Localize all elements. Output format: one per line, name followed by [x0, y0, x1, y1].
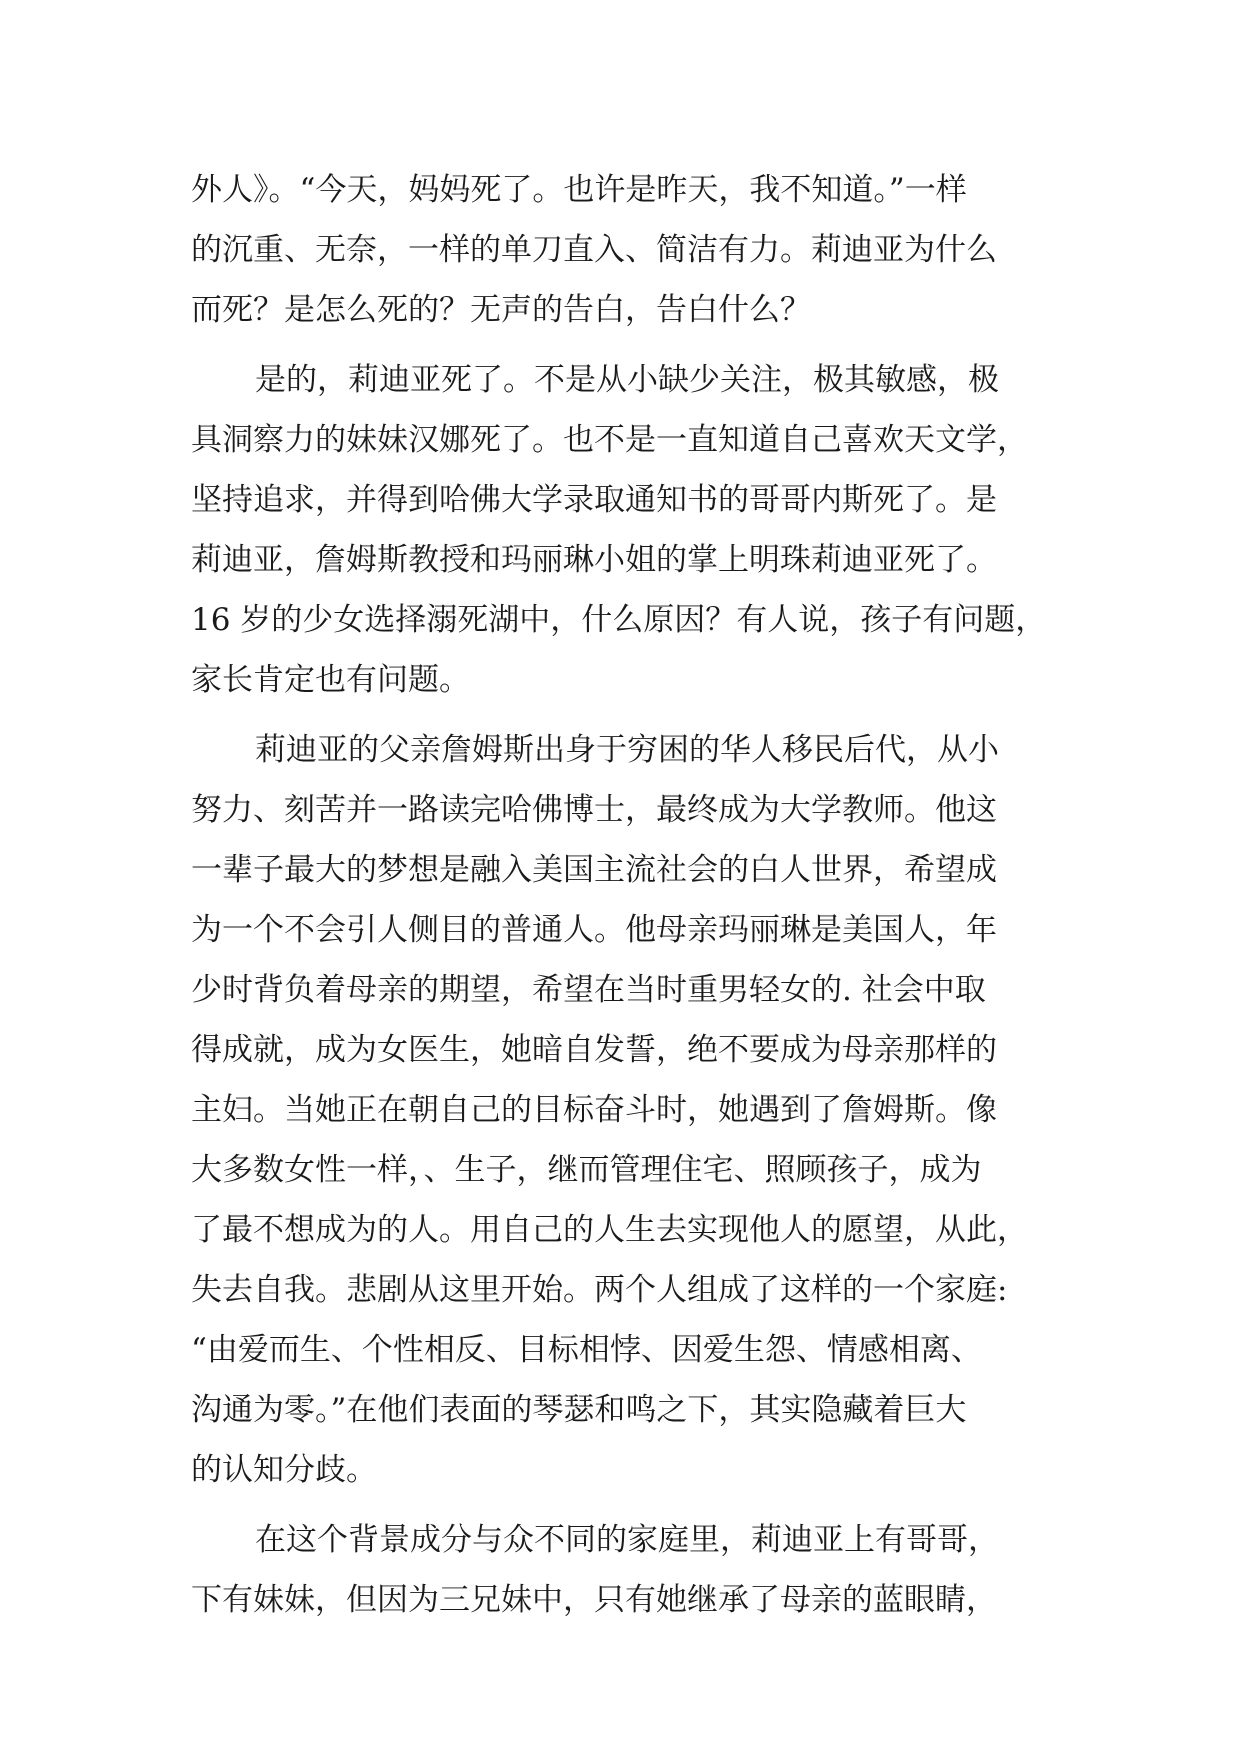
paragraph-first-line: 是的，莉迪亚死了。不是从小缺少关注，极其敏感，极	[255, 362, 999, 398]
text-line: 少时背负着母亲的期望，希望在当时重男轻女的. 社会中取	[191, 972, 986, 1008]
text-line: 主妇。当她正在朝自己的目标奋斗时，她遇到了詹姆斯。像	[191, 1092, 997, 1128]
paragraph-first-line: 莉迪亚的父亲詹姆斯出身于穷困的华人移民后代，从小	[255, 732, 999, 768]
text-line: 沟通为零。”在他们表面的琴瑟和鸣之下，其实隐藏着巨大	[191, 1392, 967, 1428]
text-line: “由爱而生、个性相反、目标相悖、因爱生怨、情感相离、	[191, 1332, 982, 1368]
text-line: 下有妹妹，但因为三兄妹中，只有她继承了母亲的蓝眼睛，	[191, 1582, 997, 1618]
text-line: 的沉重、无奈，一样的单刀直入、简洁有力。莉迪亚为什么	[191, 232, 997, 268]
body-text	[191, 160, 1051, 1630]
text-line: 的认知分歧。	[191, 1452, 377, 1488]
text-line: 大多数女性一样，、生子，继而管理住宅、照顾孩子，成为	[191, 1152, 982, 1188]
text-line: 为一个不会引人侧目的普通人。他母亲玛丽琳是美国人，年	[191, 912, 997, 948]
text-line: 而死？是怎么死的？无声的告白，告白什么？	[191, 292, 811, 328]
text-line: 具洞察力的妹妹汉娜死了。也不是一直知道自己喜欢天文学，	[191, 422, 1028, 458]
text-line: 一辈子最大的梦想是融入美国主流社会的白人世界，希望成	[191, 852, 997, 888]
text-line: 家长肯定也有问题。	[191, 662, 470, 698]
text-line: 16 岁的少女选择溺死湖中，什么原因？有人说，孩子有问题，	[191, 602, 1047, 638]
text-line: 外人》。“今天，妈妈死了。也许是昨天，我不知道。”一样	[191, 172, 967, 208]
text-line: 莉迪亚，詹姆斯教授和玛丽琳小姐的掌上明珠莉迪亚死了。	[191, 542, 997, 578]
text-line: 得成就，成为女医生，她暗自发誓，绝不要成为母亲那样的	[191, 1032, 997, 1068]
text-line: 失去自我。悲剧从这里开始。两个人组成了这样的一个家庭:	[191, 1272, 1008, 1308]
paragraph-first-line: 在这个背景成分与众不同的家庭里，莉迪亚上有哥哥，	[255, 1522, 999, 1558]
text-line: 了最不想成为的人。用自己的人生去实现他人的愿望，从此，	[191, 1212, 1028, 1248]
text-line: 坚持追求，并得到哈佛大学录取通知书的哥哥内斯死了。是	[191, 482, 997, 518]
text-line: 努力、刻苦并一路读完哈佛博士，最终成为大学教师。他这	[191, 792, 997, 828]
